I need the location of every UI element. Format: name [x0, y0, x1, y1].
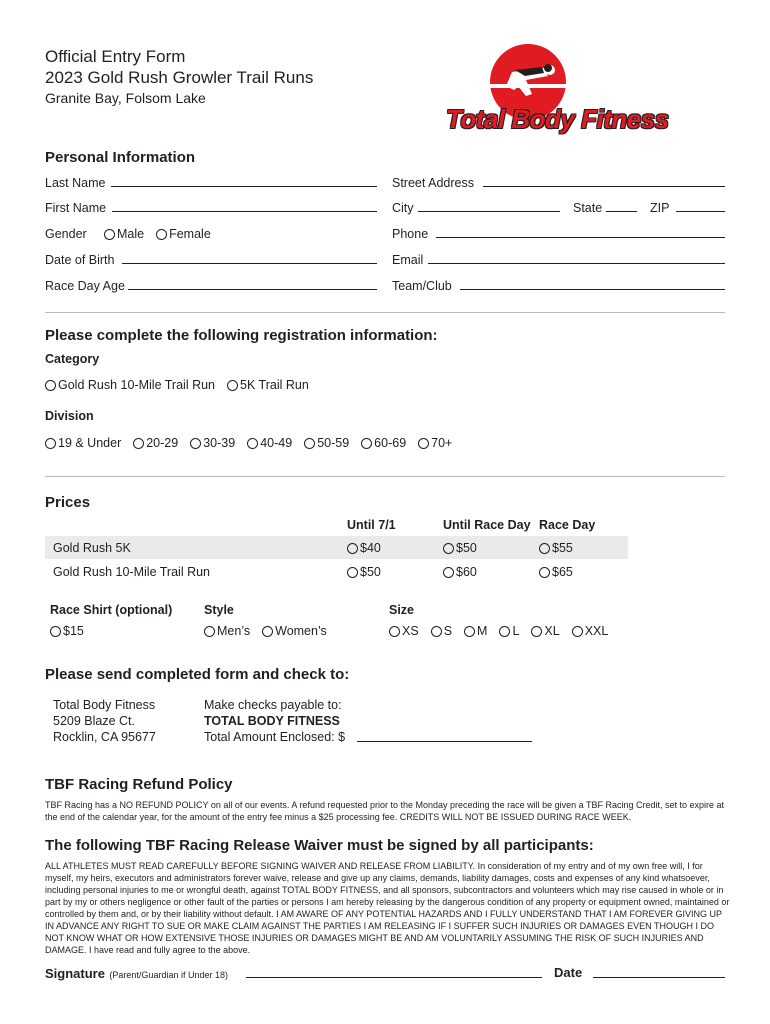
waiver-heading: The following TBF Racing Release Waiver must be signed by all participants: — [45, 837, 594, 854]
shirt-price: $15 — [63, 624, 84, 638]
price-option[interactable] — [347, 541, 381, 555]
size-option[interactable] — [572, 624, 609, 638]
size-text: XS — [402, 624, 419, 638]
divider — [45, 312, 725, 313]
first-name-field[interactable] — [112, 211, 377, 212]
signature-note: (Parent/Guardian if Under 18) — [109, 970, 228, 980]
division-option[interactable] — [304, 436, 349, 450]
radio-icon[interactable] — [262, 626, 273, 637]
gender-female-option[interactable] — [156, 227, 211, 241]
radio-icon[interactable] — [50, 626, 61, 637]
refund-heading: TBF Racing Refund Policy — [45, 776, 233, 793]
city-field[interactable] — [418, 211, 560, 212]
division-text: 50-59 — [317, 436, 350, 450]
date-field[interactable] — [593, 977, 725, 978]
size-label: Size — [389, 603, 415, 617]
registration-heading: Please complete the following registration information: — [45, 327, 438, 344]
radio-icon[interactable] — [156, 229, 167, 240]
price-col-until-71: Until 7/1 — [347, 518, 396, 532]
phone-label: Phone — [392, 227, 429, 241]
size-text: XXL — [584, 624, 609, 638]
size-option[interactable] — [499, 624, 519, 638]
email-field[interactable] — [428, 263, 725, 264]
street-field[interactable] — [483, 186, 725, 187]
price-col-race-day: Race Day — [539, 518, 596, 532]
address-line: Rocklin, CA 95677 — [53, 730, 156, 744]
category-label-5k: 5K Trail Run — [240, 378, 309, 392]
phone-field[interactable] — [436, 237, 725, 238]
radio-icon[interactable] — [45, 438, 56, 449]
radio-icon[interactable] — [133, 438, 144, 449]
division-option[interactable] — [361, 436, 406, 450]
last-name-field[interactable] — [111, 186, 377, 187]
race-day-age-label: Race Day Age — [45, 279, 125, 293]
radio-icon[interactable] — [499, 626, 510, 637]
radio-icon[interactable] — [204, 626, 215, 637]
category-label-10mile: Gold Rush 10-Mile Trail Run — [58, 378, 216, 392]
radio-icon[interactable] — [389, 626, 400, 637]
signature-label: Signature — [45, 966, 105, 981]
division-option[interactable] — [133, 436, 178, 450]
total-field[interactable] — [357, 741, 532, 742]
payable-name: TOTAL BODY FITNESS — [204, 714, 340, 728]
style-options — [204, 624, 339, 638]
radio-icon[interactable] — [347, 567, 358, 578]
shirt-label: Race Shirt (optional) — [50, 603, 173, 617]
size-options — [389, 624, 620, 638]
size-text: L — [512, 624, 520, 638]
first-name-label: First Name — [45, 201, 107, 215]
dob-label: Date of Birth — [45, 253, 115, 267]
price-value: $65 — [552, 565, 573, 579]
waiver-text: ALL ATHLETES MUST READ CAREFULLY BEFORE SIGNING WAIVER AND RELEASE FROM LIABILITY. In consideration of my entry and of my own free will, I for myself, my heirs, executors and administrators forever waive, release and give up any claims, demands, liability damages, costs and expenses of any kind whatsoever, including personal injuries to me or wrongful death, against TOTAL BODY FITNESS, and all sponsors, subcontractors and volunteers which may rise caused in whole or in part by my or others negligence or other fault of the parties or persons I am hereby releasing by the dangerous condition of any property or equipment owned, maintained or controlled by them and, or by their liability without default. I AM AWARE OF ANY POTENTIAL HAZARDS AND I FULLY UNDERSTAND THAT I AM FOREVER GIVING UP IN ADVANCE ANY RIGHT TO SUE OR MAKE CLAIM AGAINST THE PARTIES I AM RELEASING IF I SUFFER SUCH INJURIES OR DAMAGES EVEN THOUGH I DO NOT KNOW WHAT OR HOW EXTENSIVE THOSE INJURIES OR DAMAGES MIGHT BE AND AM VOLUNTARILY ASSUMING THE RISK OF SUCH INJURIES AND DAMAGE. I have read and fully agree to the above. — [45, 861, 730, 955]
radio-icon[interactable] — [227, 380, 238, 391]
radio-icon[interactable] — [539, 543, 550, 554]
category-option[interactable] — [45, 378, 215, 392]
price-value: $40 — [360, 541, 381, 555]
radio-icon[interactable] — [443, 567, 454, 578]
style-label: Style — [204, 603, 234, 617]
size-option[interactable] — [389, 624, 419, 638]
radio-icon[interactable] — [361, 438, 372, 449]
race-day-age-field[interactable] — [128, 289, 377, 290]
price-option[interactable] — [347, 565, 381, 579]
signature-row — [45, 965, 228, 983]
date-label: Date — [554, 965, 583, 980]
price-row-name: Gold Rush 5K — [53, 541, 131, 555]
size-text: XL — [544, 624, 560, 638]
state-field[interactable] — [606, 211, 637, 212]
personal-heading: Personal Information — [45, 149, 196, 166]
tbf-logo — [440, 40, 730, 140]
form-title: Official Entry Form — [45, 47, 186, 66]
radio-icon[interactable] — [464, 626, 475, 637]
price-col-until-race-day: Until Race Day — [443, 518, 531, 532]
price-option[interactable] — [539, 565, 573, 579]
logo-text: Total Body Fitness — [446, 104, 669, 134]
shirt-option[interactable] — [50, 624, 84, 638]
team-label: Team/Club — [392, 279, 452, 293]
style-option-mens[interactable] — [204, 624, 250, 638]
event-location: Granite Bay, Folsom Lake — [45, 90, 206, 106]
category-label: Category — [45, 352, 100, 366]
radio-icon[interactable] — [104, 229, 115, 240]
city-label: City — [392, 201, 414, 215]
division-option[interactable] — [190, 436, 235, 450]
division-option[interactable] — [418, 436, 452, 450]
price-value: $55 — [552, 541, 573, 555]
price-value: $50 — [456, 541, 477, 555]
event-title: 2023 Gold Rush Growler Trail Runs — [45, 68, 314, 87]
male-label: Male — [117, 227, 145, 241]
refund-text: TBF Racing has a NO REFUND POLICY on all of our events. A refund requested prior to the Monday preceding the race will be given a TBF Racing Credit, set to expire at the end of the calendar year, for the amount of the entry fee minus a $25 processing fee. CREDITS WILL NOT BE ISSUED DURING RACE WEEK. — [45, 800, 725, 822]
price-option[interactable] — [443, 565, 477, 579]
division-text: 60-69 — [374, 436, 407, 450]
radio-icon[interactable] — [418, 438, 429, 449]
team-field[interactable] — [460, 289, 725, 290]
gender-options — [104, 227, 223, 241]
division-text: 19 & Under — [58, 436, 122, 450]
radio-icon[interactable] — [247, 438, 258, 449]
price-value: $50 — [360, 565, 381, 579]
size-text: S — [443, 624, 453, 638]
last-name-label: Last Name — [45, 176, 106, 190]
division-text: 20-29 — [146, 436, 179, 450]
dob-field[interactable] — [122, 263, 377, 264]
gender-label: Gender — [45, 227, 87, 241]
divider — [45, 476, 725, 477]
address-line: Total Body Fitness — [53, 698, 156, 712]
send-heading: Please send completed form and check to: — [45, 666, 350, 683]
signature-field[interactable] — [246, 977, 542, 978]
size-option[interactable] — [464, 624, 487, 638]
radio-icon[interactable] — [431, 626, 442, 637]
gender-male-option[interactable] — [104, 227, 144, 241]
payable-line: Make checks payable to: — [204, 698, 342, 712]
radio-icon[interactable] — [190, 438, 201, 449]
category-option[interactable] — [227, 378, 309, 392]
zip-label: ZIP — [650, 201, 670, 215]
street-label: Street Address — [392, 176, 474, 190]
size-option[interactable] — [431, 624, 452, 638]
female-label: Female — [169, 227, 211, 241]
style-option-womens[interactable] — [262, 624, 327, 638]
division-text: 40-49 — [260, 436, 293, 450]
zip-field[interactable] — [676, 211, 725, 212]
state-label: State — [573, 201, 603, 215]
division-options — [45, 436, 464, 450]
division-option[interactable] — [247, 436, 292, 450]
prices-heading: Prices — [45, 494, 91, 511]
price-option[interactable] — [443, 541, 477, 555]
radio-icon[interactable] — [443, 543, 454, 554]
radio-icon[interactable] — [347, 543, 358, 554]
address-line: 5209 Blaze Ct. — [53, 714, 135, 728]
division-text: 70+ — [431, 436, 453, 450]
category-options — [45, 378, 321, 392]
radio-icon[interactable] — [539, 567, 550, 578]
division-label: Division — [45, 409, 94, 423]
radio-icon[interactable] — [45, 380, 56, 391]
style-text: Women’s — [275, 624, 327, 638]
style-text: Men’s — [217, 624, 251, 638]
size-option[interactable] — [531, 624, 559, 638]
size-text: M — [477, 624, 488, 638]
total-label: Total Amount Enclosed: $ — [204, 730, 346, 744]
price-option[interactable] — [539, 541, 573, 555]
division-text: 30-39 — [203, 436, 236, 450]
email-label: Email — [392, 253, 424, 267]
radio-icon[interactable] — [531, 626, 542, 637]
radio-icon[interactable] — [572, 626, 583, 637]
division-option[interactable] — [45, 436, 121, 450]
radio-icon[interactable] — [304, 438, 315, 449]
price-row-name: Gold Rush 10-Mile Trail Run — [53, 565, 211, 579]
price-value: $60 — [456, 565, 477, 579]
